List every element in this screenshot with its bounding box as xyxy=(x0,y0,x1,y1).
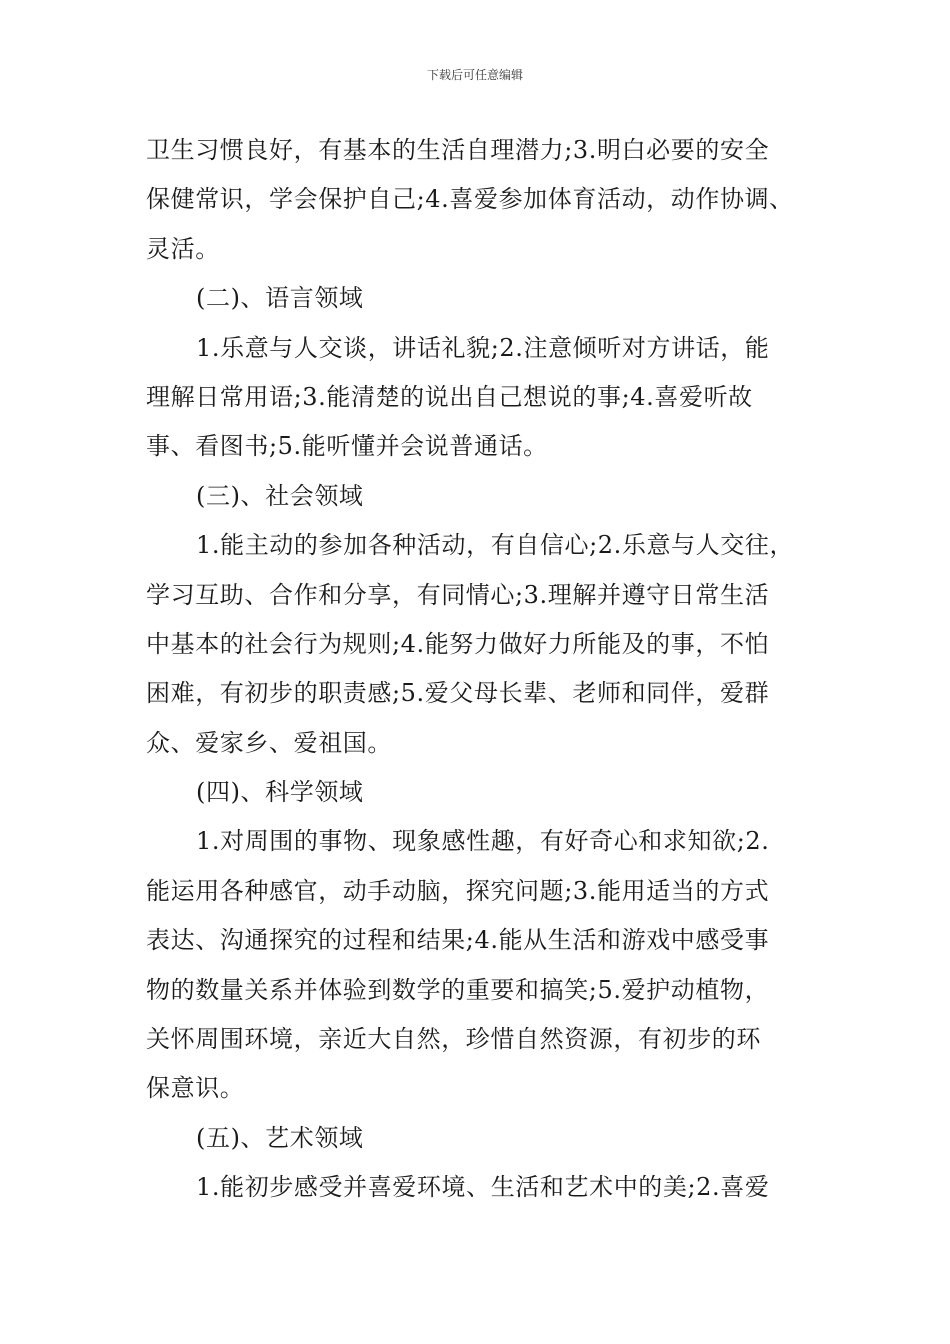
text-line: 事、看图书;5.能听懂并会说普通话。 xyxy=(146,432,548,461)
text-line: 困难，有初步的职责感;5.爱父母长辈、老师和同伴，爱群 xyxy=(146,679,770,708)
text-line: 关怀周围环境，亲近大自然，珍惜自然资源，有初步的环 xyxy=(146,1025,761,1054)
section-heading-art: (五)、艺术领域 xyxy=(196,1123,364,1152)
text-line: 能运用各种感官，动手动脑，探究问题;3.能用适当的方式 xyxy=(146,876,770,905)
text-line: 表达、沟通探究的过程和结果;4.能从生活和游戏中感受事 xyxy=(146,926,770,955)
text-line: 众、爱家乡、爱祖国。 xyxy=(146,728,392,757)
text-line: 卫生习惯良好，有基本的生活自理潜力;3.明白必要的安全 xyxy=(146,136,770,164)
section-heading-language: (二)、语言领域 xyxy=(196,284,364,313)
paragraph-start: 1.能主动的参加各种活动，有自信心;2.乐意与人交往， xyxy=(196,531,795,560)
text-line: 保意识。 xyxy=(146,1074,245,1103)
text-line: 中基本的社会行为规则;4.能努力做好力所能及的事，不怕 xyxy=(146,629,770,658)
paragraph-start: 1.乐意与人交谈，讲话礼貌;2.注意倾听对方讲话，能 xyxy=(196,333,770,362)
text-line: 灵活。 xyxy=(146,234,220,263)
page-header-note: 下载后可任意编辑 xyxy=(426,68,523,82)
text-line: 物的数量关系并体验到数学的重要和搞笑;5.爱护动植物， xyxy=(146,975,770,1004)
document-body xyxy=(146,126,810,1213)
section-heading-social: (三)、社会领域 xyxy=(196,481,364,510)
section-heading-science: (四)、科学领域 xyxy=(196,778,364,807)
paragraph-start: 1.能初步感受并喜爱环境、生活和艺术中的美;2.喜爱 xyxy=(196,1173,770,1202)
text-line: 理解日常用语;3.能清楚的说出自己想说的事;4.喜爱听故 xyxy=(146,382,753,411)
text-line: 学习互助、合作和分享，有同情心;3.理解并遵守日常生活 xyxy=(146,580,770,609)
paragraph-start: 1.对周围的事物、现象感性趣，有好奇心和求知欲;2. xyxy=(196,827,770,856)
text-line: 保健常识，学会保护自己;4.喜爱参加体育活动，动作协调、 xyxy=(146,185,794,214)
